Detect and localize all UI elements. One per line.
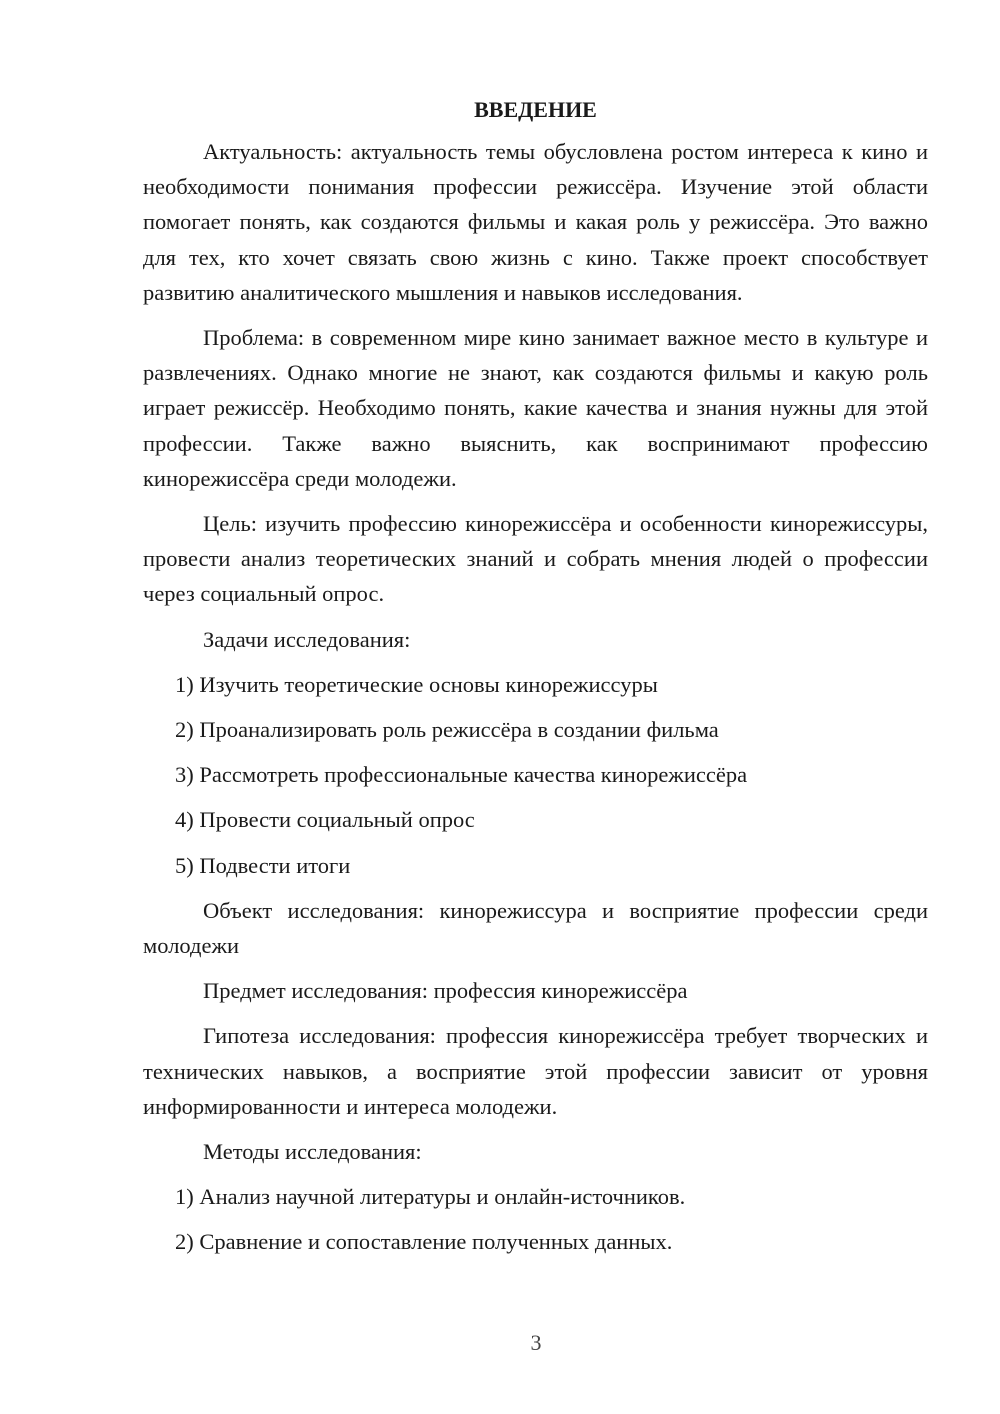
task-item: 3) Рассмотреть профессиональные качества кинорежиссёра: [175, 762, 748, 788]
task-item: 2) Проанализировать роль режиссёра в создании фильма: [175, 717, 719, 743]
method-item: 1) Анализ научной литературы и онлайн-источников.: [175, 1184, 686, 1210]
tasks-heading: Задачи исследования:: [203, 626, 411, 652]
paragraph-goal: Цель: изучить профессию кинорежиссёра и особенности кинорежиссуры, провести анализ теоретических знаний и собрать мнения людей о профессии через социальный опрос.: [143, 511, 928, 607]
paragraph-subject: Предмет исследования: профессия кинорежиссёра: [203, 978, 688, 1004]
document-page: [143, 92, 928, 1270]
section-title: ВВЕДЕНИЕ: [474, 97, 597, 122]
task-item: 5) Подвести итоги: [175, 852, 351, 878]
paragraph-object: Объект исследования: кинорежиссура и восприятие профессии среди молодежи: [143, 897, 928, 959]
page-number: 3: [530, 1330, 542, 1355]
paragraph-problem: Проблема: в современном мире кино занимает важное место в культуре и развлечениях. Однако многие не знают, как создаются фильмы и какую роль играет режиссёр. Необходимо понять, какие качества и знания нужны для этой профессии. Также важно выяснить, как воспринимают профессию кинорежиссёра среди молодежи.: [143, 325, 928, 491]
task-item: 4) Провести социальный опрос: [175, 807, 475, 833]
paragraph-hypothesis: Гипотеза исследования: профессия кинорежиссёра требует творческих и технических навыков, а восприятие этой профессии зависит от уровня информированности и интереса молодежи.: [143, 1023, 928, 1119]
paragraph-actuality: Актуальность: актуальность темы обусловлена ростом интереса к кино и необходимости понимания профессии режиссёра. Изучение этой области помогает понять, как создаются фильмы и какая роль у режиссёра. Это важно для тех, кто хочет связать свою жизнь с кино. Также проект способствует развитию аналитического мышления и навыков исследования.: [143, 139, 928, 305]
task-item: 1) Изучить теоретические основы кинорежиссуры: [175, 671, 658, 697]
methods-heading: Методы исследования:: [203, 1139, 422, 1165]
method-item: 2) Сравнение и сопоставление полученных данных.: [175, 1229, 673, 1255]
